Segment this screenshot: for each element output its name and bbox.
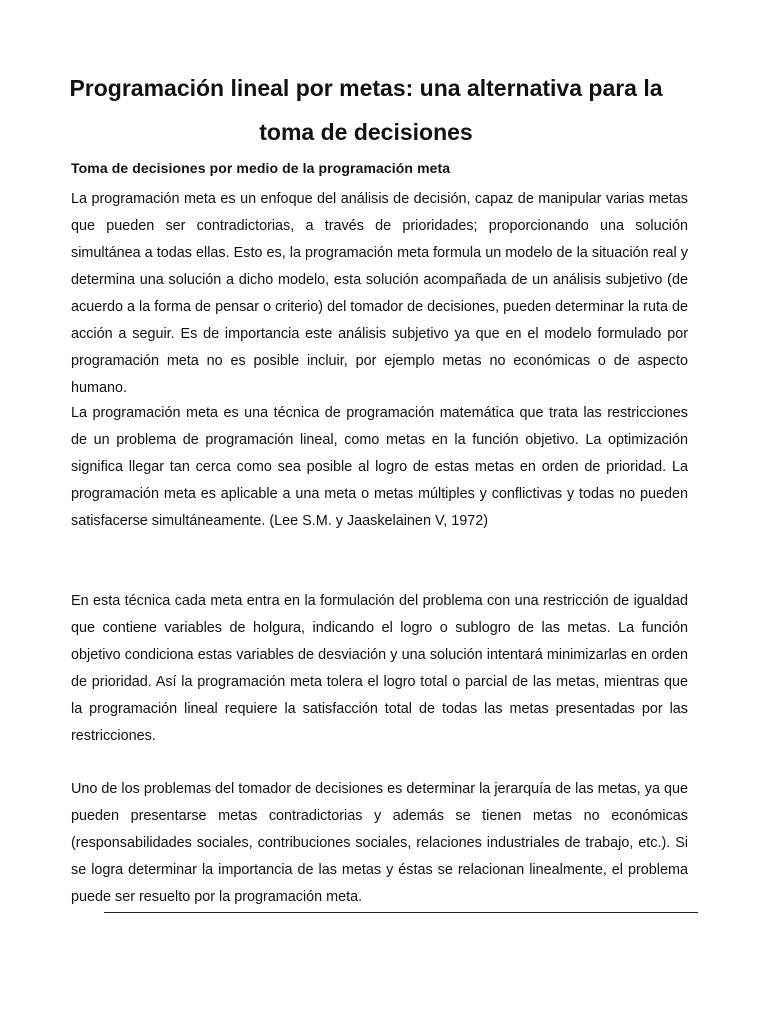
section-heading: Toma de decisiones por medio de la programación meta xyxy=(71,160,451,176)
footnote-separator-line xyxy=(104,912,698,913)
paragraph-3: En esta técnica cada meta entra en la formulación del problema con una restricción de igualdad que contiene variables de holgura, indicando el logro o sublogro de las metas. La función objetivo condiciona estas variables de desviación y una solución intentará minimizarlas en orden de prioridad. Así la programación meta tolera el logro total o parcial de las metas, mientras que la programación lineal requiere la satisfacción total de todas las metas presentadas por las restricciones. xyxy=(71,593,688,744)
document-title: Programación lineal por metas: una alternativa para la toma de decisiones xyxy=(69,75,663,145)
paragraph-4: Uno de los problemas del tomador de decisiones es determinar la jerarquía de las metas, ya que pueden presentarse metas contradictorias y además se tienen metas no económicas (responsabilidades sociales, contribuciones sociales, relaciones industriales de trabajo, etc.). Si se logra determinar la importancia de las metas y éstas se relacionan linealmente, el problema puede ser resuelto por la programación meta. xyxy=(71,781,688,905)
paragraph-1: La programación meta es un enfoque del análisis de decisión, capaz de manipular varias metas que pueden ser contradictorias, a través de prioridades; proporcionando una solución simultánea a todas ellas. Esto es, la programación meta formula un modelo de la situación real y determina una solución a dicho modelo, esta solución acompañada de un análisis subjetivo (de acuerdo a la forma de pensar o criterio) del tomador de decisiones, pueden determinar la ruta de acción a seguir. Es de importancia este análisis subjetivo ya que en el modelo formulado por programación meta no es posible incluir, por ejemplo metas no económicas o de aspecto humano. xyxy=(71,191,688,396)
paragraph-2: La programación meta es una técnica de programación matemática que trata las restricciones de un problema de programación lineal, como metas en la función objetivo. La optimización significa llegar tan cerca como sea posible al logro de estas metas en orden de prioridad. La programación meta es aplicable a una meta o metas múltiples y conflictivas y todas no pueden satisfacerse simultáneamente. (Lee S.M. y Jaaskelainen V, 1972) xyxy=(71,405,688,529)
